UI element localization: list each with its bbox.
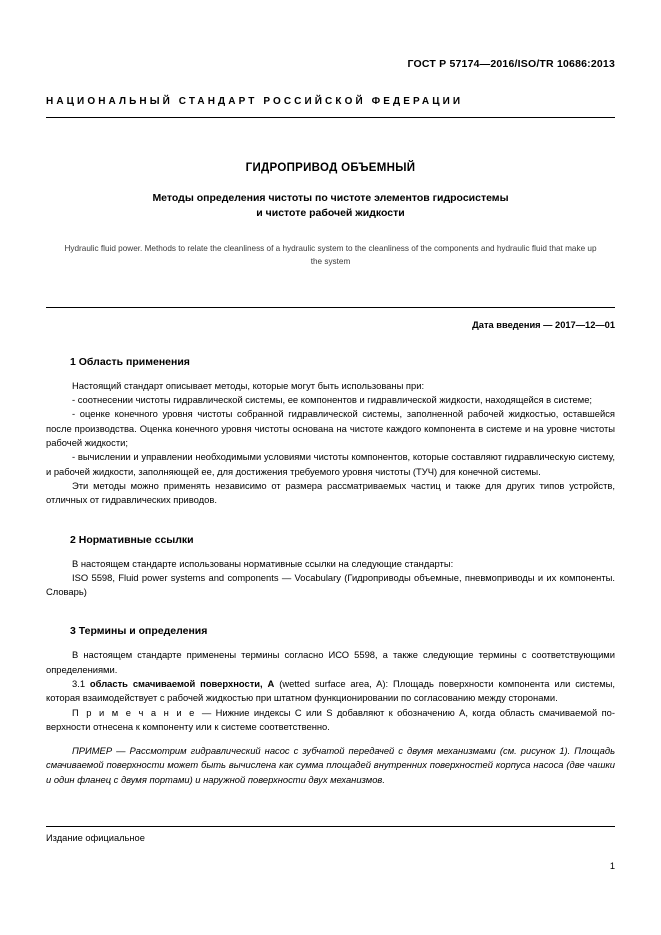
section-3-paragraph-1: В настоящем стандарте применены термины согласно ИСО 5598, а также следующие термины с соответствующими определениями. [46, 649, 615, 675]
example-label: ПРИМЕР — [72, 745, 130, 757]
standard-code: ГОСТ Р 57174—2016/ISO/TR 10686:2013 [407, 58, 615, 70]
term-name: область смачиваемой поверхности, А [89, 678, 275, 689]
term-number: 3.1 [72, 678, 90, 689]
section-1-paragraph-4: - вычислении и управлении необходимыми условиями чистоты компонентов, которые составляют гидравлическую систему, и рабочей жидкости, заполняющей ее, для достижения требуемого уровня чистоты (ТУЧ) для конечной системы. [46, 451, 615, 477]
subtitle-line-2: и чистоте рабочей жидкости [256, 207, 405, 220]
section-heading-3: 3 Термины и определения [70, 625, 208, 638]
term-text: (wetted surface area, A): Площадь поверхности компонента или системы, которая взаимодействует с рабочей жидкостью при штатном функционировании по согласованию между сторонами. [46, 678, 616, 704]
section-2-paragraph-2: ISO 5598, Fluid power systems and components — Vocabulary (Гидроприводы объемные, пневмоприводы и их компоненты. Словарь) [46, 571, 615, 598]
subtitle-line-1: Методы определения чистоты по чистоте элементов гидросистемы [152, 192, 509, 204]
english-title: Hydraulic fluid power. Methods to relate the cleanliness of a hydraulic system to the cleanliness of the components and hydraulic fluid that make up the system [64, 244, 597, 267]
title-divider [46, 307, 615, 308]
title-block [46, 162, 615, 269]
national-standard-line: НАЦИОНАЛЬНЫЙ СТАНДАРТ РОССИЙСКОЙ ФЕДЕРАЦИИ [46, 96, 464, 107]
footer-divider [46, 826, 615, 827]
document-title: ГИДРОПРИВОД ОБЪЕМНЫЙ [245, 162, 416, 174]
section-heading-2: 2 Нормативные ссылки [70, 533, 194, 546]
note-block [46, 706, 615, 735]
section-2-paragraph-1: В настоящем стандарте использованы нормативные ссылки на следующие стандарты: [72, 557, 454, 569]
header-divider [46, 117, 615, 118]
example-block [46, 744, 615, 787]
section-1-paragraph-1: Настоящий стандарт описывает методы, которые могут быть использованы при: [72, 379, 425, 391]
section-1-paragraph-3: - оценке конечного уровня чистоты собранной гидравлической системы, заполненной рабочей жидкостью, оставшейся после производства. Оценка конечного уровня чистоты основана на чистоте каждого компонента в системе и на уровне чистоты рабочей жидкости; [46, 408, 615, 449]
section-1-paragraph-5: Эти методы можно применять независимо от размера рассматриваемых частиц и также для других типов устройств, отличных от гидравлических приводов. [46, 479, 615, 506]
note-text: — Нижние индексы С или S добавляют к обозначению А, когда область смачиваемой поверхности отнесена к компоненту или к системе соответственно. [46, 706, 615, 732]
section-1-paragraph-2: - соотнесении чистоты гидравлической системы, ее компонентов и гидравлической жидкости, находящейся в системе; [72, 394, 593, 406]
edition-label: Издание официальное [46, 833, 145, 843]
note-label: П р и м е ч а н и е [72, 706, 202, 718]
page-footer [46, 826, 615, 871]
page-number: 1 [609, 861, 615, 871]
document-subtitle [46, 191, 615, 221]
example-text: Рассмотрим гидравлический насос с зубчатой передачей с двумя механизмами (см. рисунок 1). Площадь смачиваемой поверхности может быть вычислена как сумма площадей внутренних поверхностей корпуса насоса (две чашки и один фланец с двумя портами) и наружной поверхности двух механизмов. [46, 745, 615, 785]
term-definition-3-1 [46, 677, 615, 706]
section-heading-1: 1 Область применения [70, 355, 190, 368]
introduction-date: Дата введения — 2017—12—01 [472, 319, 615, 330]
